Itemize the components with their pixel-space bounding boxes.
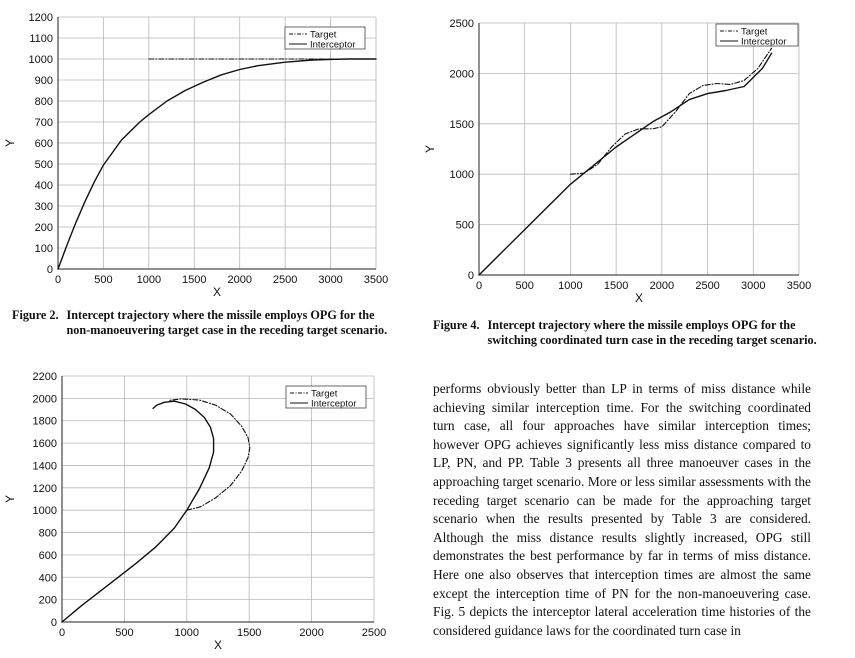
y-tick-label: 500 [455, 219, 474, 232]
x-tick-label: 2500 [361, 627, 387, 639]
y-tick-label: 2000 [449, 68, 474, 81]
x-tick-label: 3000 [318, 274, 343, 286]
y-tick-label: 400 [34, 180, 53, 192]
y-tick-label: 1000 [28, 54, 53, 66]
y-tick-label: 1200 [32, 482, 57, 495]
x-tick-label: 0 [58, 627, 66, 639]
series-line-interceptor [479, 53, 772, 275]
body-paragraph-text: performs obviously better than LP in terms of miss distance while achieving similar interception time. For the switching coordinated turn case, all four approaches have similar interception times; however OPG achieves significantly less miss distance compared to LP, PN, and PP. Table 3 presents all three manoeuver cases in the approaching target scenario. More or less similar assessments with the receding target scenario can be made for the approaching target scenario when the results presented by Table 3 are considered. Although the miss distance results slightly increased, OPG still demonstrates the best performance by far in terms of miss distance. Here one also observes that interception times are almost the same except the interception time of PN for the non-manoeuvering case. Fig. 5 depicts the interceptor lateral acceleration time histories of the considered guidance laws for the coordinated turn case in [433, 381, 811, 638]
x-tick-label: 3500 [786, 280, 812, 292]
figure-2-caption-text: Intercept trajectory where the missile employs OPG for the non-manoeuvering target case in the receding target scenario. [66, 308, 388, 337]
y-axis-title: Y [423, 144, 437, 154]
y-tick-label: 1800 [32, 415, 57, 428]
y-tick-label: 800 [38, 527, 57, 540]
x-axis-title: X [634, 291, 644, 305]
figure-4-chart [420, 8, 820, 313]
figure-2-caption [12, 308, 390, 338]
y-tick-label: 2200 [32, 371, 57, 383]
figure-2-caption-label: Figure 2. [12, 308, 59, 322]
x-tick-label: 0 [54, 274, 62, 286]
x-tick-label: 3000 [741, 280, 766, 292]
figure-2-chart [0, 5, 400, 305]
y-tick-label: 0 [467, 270, 474, 282]
figure-2-plot [0, 5, 400, 305]
y-tick-label: 0 [50, 617, 57, 629]
x-tick-label: 1000 [558, 280, 583, 292]
x-tick-label: 1500 [182, 274, 207, 286]
x-tick-label: 2500 [695, 280, 720, 292]
x-tick-label: 2000 [227, 274, 252, 286]
x-tick-label: 0 [475, 280, 483, 292]
y-axis-title: Y [3, 494, 17, 504]
x-tick-label: 500 [515, 280, 534, 292]
y-tick-label: 1100 [29, 33, 53, 45]
x-tick-label: 3500 [363, 274, 389, 286]
y-tick-label: 2000 [32, 393, 57, 406]
legend-label-target: Target [741, 26, 768, 38]
y-tick-label: 300 [34, 201, 53, 213]
x-tick-label: 1000 [174, 627, 200, 639]
y-tick-label: 600 [34, 138, 53, 150]
legend-label-interceptor: Interceptor [311, 398, 357, 410]
y-tick-label: 1600 [32, 438, 57, 451]
x-tick-label: 500 [94, 274, 113, 286]
series-line-interceptor [62, 401, 214, 622]
y-tick-label: 800 [34, 96, 53, 108]
figure-3-chart [0, 366, 400, 658]
x-tick-label: 1500 [603, 280, 629, 292]
y-tick-label: 1000 [449, 169, 474, 182]
y-tick-label: 100 [34, 243, 53, 255]
y-tick-label: 1400 [32, 460, 57, 473]
y-tick-label: 200 [34, 222, 53, 234]
y-tick-label: 600 [38, 549, 57, 562]
x-tick-label: 1000 [136, 274, 162, 286]
y-tick-label: 0 [46, 264, 53, 276]
figure-4-caption-text: Intercept trajectory where the missile employs OPG for the switching coordinated turn case in the receding target scenario. [487, 318, 817, 347]
x-tick-label: 2000 [649, 280, 675, 292]
y-tick-label: 1200 [28, 12, 53, 24]
y-axis-title: Y [3, 138, 17, 148]
x-axis-title: X [213, 638, 223, 652]
x-tick-label: 2500 [272, 274, 298, 286]
y-tick-label: 200 [38, 594, 57, 607]
x-tick-label: 500 [115, 627, 134, 639]
y-tick-label: 700 [34, 117, 53, 129]
figure-3-plot [0, 366, 400, 658]
legend-label-interceptor: Interceptor [741, 36, 787, 48]
figure-4-caption [433, 318, 818, 348]
y-tick-label: 2500 [449, 18, 474, 30]
y-tick-label: 400 [38, 572, 57, 585]
figure-4-caption-label: Figure 4. [433, 318, 480, 332]
legend-label-target: Target [311, 388, 338, 400]
x-axis-title: X [212, 285, 222, 299]
y-tick-label: 500 [34, 159, 53, 171]
x-tick-label: 1500 [236, 627, 262, 639]
legend-label-target: Target [310, 29, 337, 41]
y-tick-label: 1500 [449, 118, 474, 131]
body-paragraph [433, 380, 811, 640]
figure-4-plot [420, 8, 820, 313]
series-line-target [168, 399, 250, 510]
x-tick-label: 2000 [299, 627, 324, 639]
y-tick-label: 1000 [32, 505, 57, 518]
legend-label-interceptor: Interceptor [310, 39, 356, 51]
y-tick-label: 900 [34, 75, 53, 87]
